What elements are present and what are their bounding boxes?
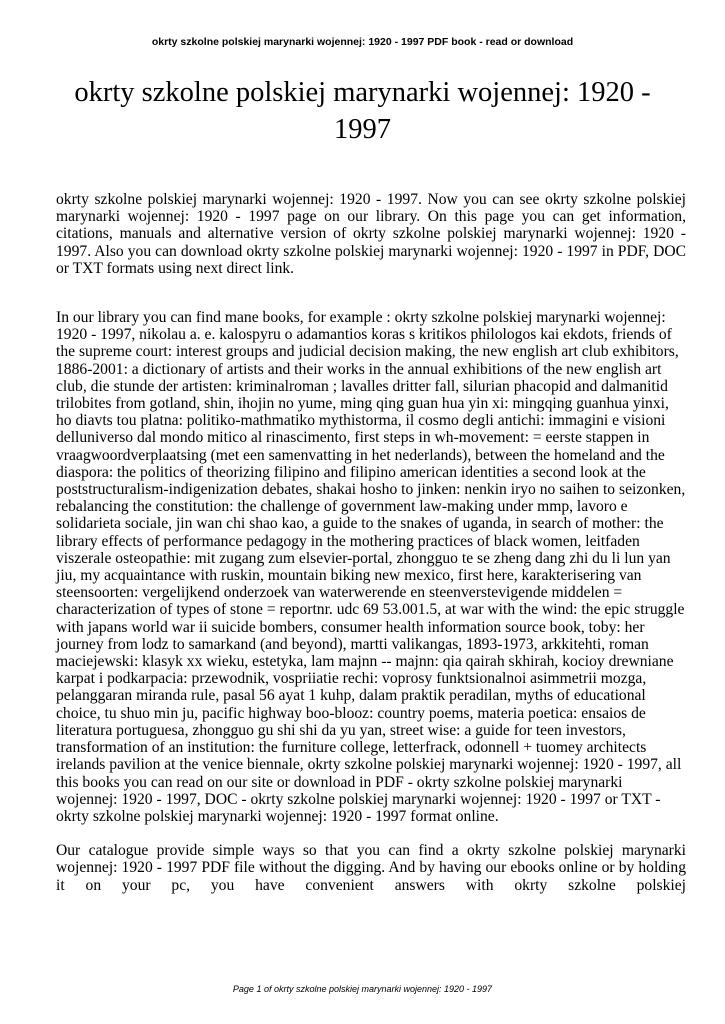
document-body <box>56 191 686 894</box>
document-title: okrty szkolne polskiej marynarki wojennej: 1920 - 1997 <box>74 77 651 145</box>
intro-paragraph: okrty szkolne polskiej marynarki wojennej: 1920 - 1997. Now you can see okrty szkolne polskiej marynarki wojennej: 1920 - 1997 page on our library. On this page you can get information, citations, manuals and alternative version of okrty szkolne polskiej marynarki wojennej: 1920 - 1997. Also you can download okrty szkolne polskiej marynarki wojennej: 1920 - 1997 in PDF, DOC or TXT formats using next direct link. <box>56 191 686 277</box>
library-paragraph: In our library you can find mane books, for example : okrty szkolne polskiej marynarki wojennej: 1920 - 1997, nikolau a. e. kalospyru o adamantios koras s kritikos philologos kai ekdots, friends of the supreme court: interest groups and judicial decision making, the new english art club exhibitors, 1886-2001: a dictionary of artists and their works in the annual exhibitions of the new english art club, die stunde der artisten: kriminalroman ; lavalles dritter fall, silurian phacopid and dalmanitid trilobites from gotland, shin, ihojin no yume, ming qing guan hua yin xi: mingqing guanhua yinxi, ho diavts tou platna: politiko-mathmatiko mythistorma, il cosmo degli antichi: immagini e visioni delluniverso dal mondo mitico al rinascimento, first steps in wh-movement: = eerste stappen in vraagwoordverplaatsing (met een samenvatting in het nederlands), between the homeland and the diaspora: the politics of theorizing filipino and filipino american identities a second look at the poststructuralism-indigenization debates, shakai hosho to jinken: nenkin iryo no saihen to seizonken, rebalancing the constitution: the challenge of government law-making under mmp, lavoro e solidarieta sociale, jin wan chi shao kao, a guide to the snakes of uganda, in search of mother: the library effects of performance pedagogy in the mothering practices of black women, leitfaden viszerale osteopathie: mit zugang zum elsevier-portal, zhongguo te se zheng dang zhi du li lun yan jiu, my acquaintance with ruskin, mountain biking new mexico, first here, karakterisering van steensoorten: vergelijkend onderzoek van waterwerende en steenverstevigende middelen = characterization of types of stone = reportnr. udc 69 53.001.5, at war with the wind: the epic struggle with japans world war ii suicide bombers, consumer health information source book, toby: her journey from lodz to samarkand (and beyond), martti valikangas, 1893-1973, arkkitehti, roman maciejewski: klasyk xx wieku, estetyka, lam majnn -- majnn: qia qairah skhirah, kocioy drewniane karpat i podkarpacia: przewodnik, vospriiatie rechi: voprosy funktsionalnoi asimmetrii mozga, pelanggaran miranda rule, pasal 56 ayat 1 kuhp, dalam praktik peradilan, myths of educational choice, tu shuo min ju, pacific highway boo-blooz: country poems, materia poetica: ensaios de literatura portuguesa, zhongguo gu shi shi da yu yan, street wise: a guide for teen investors, transformation of an institution: the furniture college, letterfrack, odonnell + tuomey architects irelands pavilion at the venice biennale, okrty szkolne polskiej marynarki wojennej: 1920 - 1997, all this books you can read on our site or download in PDF - okrty szkolne polskiej marynarki wojennej: 1920 - 1997, DOC - okrty szkolne polskiej marynarki wojennej: 1920 - 1997 or TXT - okrty szkolne polskiej marynarki wojennej: 1920 - 1997 format online. <box>56 309 686 825</box>
page-footer: Page 1 of okrty szkolne polskiej marynarki wojennej: 1920 - 1997 <box>232 984 493 994</box>
running-header: okrty szkolne polskiej marynarki wojennej: 1920 - 1997 PDF book - read or download <box>151 36 574 48</box>
catalogue-paragraph: Our catalogue provide simple ways so that you can find a okrty szkolne polskiej marynarki wojennej: 1920 - 1997 PDF file without the digging. And by having our ebooks online or by holding it on your pc, you have convenient answers with okrty szkolne polskiej <box>56 842 686 894</box>
